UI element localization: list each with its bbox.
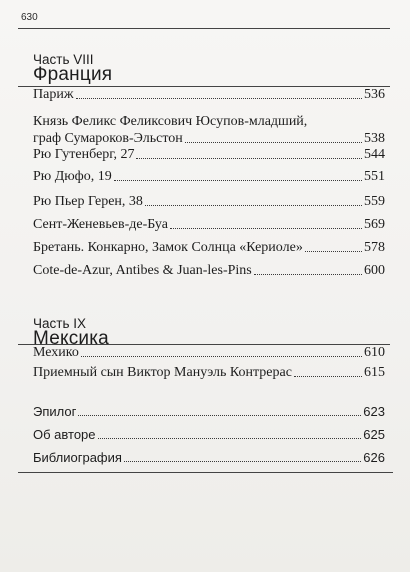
page-number: 630: [21, 12, 38, 23]
dot-leader: [76, 98, 363, 99]
toc-entry-title: Cote-de-Azur, Antibes & Juan-les-Pins: [33, 263, 252, 278]
toc-entry-epilogue[interactable]: [33, 403, 385, 420]
dot-leader: [78, 415, 361, 416]
toc-entry-gutenberg[interactable]: [33, 146, 385, 163]
part-8-label: Часть VIII: [33, 52, 94, 67]
dot-leader: [136, 158, 362, 159]
toc-entry-page: 578: [364, 240, 385, 255]
header-rule: [18, 28, 390, 29]
dot-leader: [114, 180, 362, 181]
dot-leader: [145, 205, 362, 206]
part-9-title: Мексика: [33, 328, 109, 349]
toc-entry-bibliography[interactable]: [33, 449, 385, 466]
toc-entry-yusupov[interactable]: [33, 113, 385, 147]
toc-entry-page: 538: [364, 131, 385, 146]
toc-entry-page: 625: [363, 427, 385, 442]
part-9-label: Часть IX: [33, 316, 86, 331]
toc-entry-page: 600: [364, 263, 385, 278]
dot-leader: [254, 274, 362, 275]
dot-leader: [305, 251, 362, 252]
toc-entry-page: 551: [364, 169, 385, 184]
toc-entry-page: 559: [364, 194, 385, 209]
toc-entry-title: Рю Пьер Герен, 38: [33, 194, 143, 209]
toc-entry-title: Рю Дюфо, 19: [33, 169, 112, 184]
toc-entry-page: 544: [364, 147, 385, 162]
toc-entry-title: Рю Гутенберг, 27: [33, 147, 135, 162]
toc-entry-adopted-son[interactable]: [33, 364, 385, 381]
toc-entry-title: Об авторе: [33, 427, 96, 442]
toc-entry-cote-de-azur[interactable]: [33, 262, 385, 279]
part-8-title: Франция: [33, 64, 113, 85]
toc-entry-page: 536: [364, 87, 385, 102]
dot-leader: [98, 438, 362, 439]
toc-entry-title-line1: Князь Феликс Феликсович Юсупов-младший,: [33, 114, 308, 129]
toc-entry-page: 623: [363, 404, 385, 419]
toc-entry-title: Эпилог: [33, 404, 77, 419]
dot-leader: [124, 461, 361, 462]
toc-entry-page: 569: [364, 217, 385, 232]
toc-entry-title: Париж: [33, 87, 74, 102]
toc-entry-page: 626: [363, 450, 385, 465]
toc-entry-title: Бретань. Конкарно, Замок Солнца «Кериоле»: [33, 240, 303, 255]
toc-entry-saint-genevieve[interactable]: [33, 216, 385, 233]
toc-entry-bretagne[interactable]: [33, 239, 385, 256]
toc-entry-title: Сент-Женевьев-де-Буа: [33, 217, 168, 232]
toc-entry-title: Библиография: [33, 450, 122, 465]
toc-entry-guerin[interactable]: [33, 193, 385, 210]
toc-entry-paris[interactable]: [33, 86, 385, 103]
toc-entry-mexico[interactable]: [33, 344, 385, 361]
dot-leader: [170, 228, 362, 229]
toc-entry-page: 610: [364, 345, 385, 360]
dot-leader: [294, 376, 362, 377]
toc-entry-about-author[interactable]: [33, 426, 385, 443]
toc-entry-dufo[interactable]: [33, 168, 385, 185]
toc-entry-title: Мехико: [33, 345, 79, 360]
toc-entry-title: граф Сумароков-Эльстон: [33, 131, 183, 146]
toc-entry-title: Приемный сын Виктор Мануэль Контрерас: [33, 365, 292, 380]
dot-leader: [185, 142, 362, 143]
footer-rule: [18, 472, 393, 473]
toc-entry-page: 615: [364, 365, 385, 380]
dot-leader: [81, 356, 362, 357]
